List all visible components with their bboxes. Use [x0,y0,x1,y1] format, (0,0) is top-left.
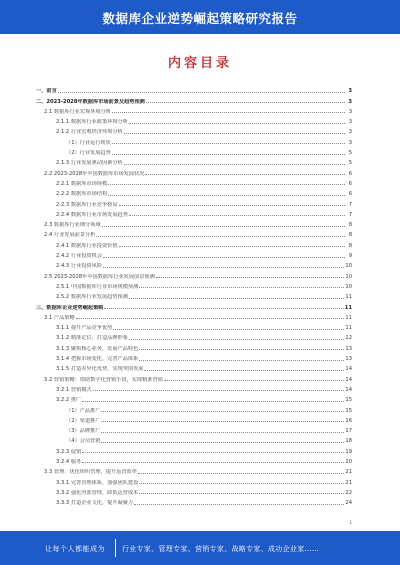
toc-leader-dots [101,421,344,422]
toc-entry-text: 2.5.2 数据库行业发展趋势预测 [56,294,128,301]
toc-leader-dots [101,442,344,443]
toc-entry-text: 3.3.1 完善管理体系，加强团队建设 [56,479,139,486]
toc-entry-text: 3.2.1 营销模式 [56,386,92,393]
toc-leader-dots [139,483,344,484]
toc-entry-text: 2.1.3 行业发展驱动因素分析 [56,160,123,167]
toc-entry-text: 3.2 营销策略：借助数字化营销手段，实现精准营销 [44,376,163,383]
toc-leader-dots [58,92,345,93]
toc-entry-text: 三、数据库企业逆势崛起策略 [36,304,104,311]
toc-entry[interactable] [36,177,352,187]
toc-entry[interactable] [36,238,352,248]
toc-leader-dots [103,257,345,258]
toc-entry-page: 15 [345,397,352,404]
toc-entry-page: 3 [348,88,352,95]
toc-entry-page: 10 [345,283,352,290]
toc-entry-page: 11 [345,314,352,321]
toc-entry[interactable] [36,372,352,382]
toc-entry-page: 11 [345,294,352,301]
table-of-contents [36,84,352,506]
toc-entry-page: 12 [345,335,352,342]
toc-entry-page: 3 [348,108,352,115]
toc-entry[interactable] [36,249,352,259]
toc-entry-page: 21 [345,479,352,486]
toc-entry[interactable] [36,280,352,290]
toc-entry[interactable] [36,362,352,372]
toc-entry-page: 8 [348,232,352,239]
footer-tagline: 行业专家、管理专家、营销专家、战略专家、成功企业家…… [122,545,320,553]
toc-leader-dots [139,287,344,288]
toc-entry-text: 2.3 数据库行业细分领域 [44,222,101,229]
toc-entry-page: 10 [345,263,352,270]
toc-leader-dots [144,370,344,371]
toc-entry[interactable] [36,105,352,115]
toc-entry[interactable] [36,166,352,176]
toc-entry-text: 3.1.4 把握市场变化，完善产品体系 [56,356,139,363]
toc-leader-dots [124,164,345,165]
toc-entry[interactable] [36,321,352,331]
toc-leader-dots [82,462,344,463]
toc-entry[interactable] [36,94,352,104]
toc-leader-dots [124,133,345,134]
toc-entry[interactable] [36,331,352,341]
toc-entry-page: 13 [345,345,352,352]
toc-entry-text: 二、2023-2028年数据库市场前景及趋势预测 [36,98,145,105]
toc-entry[interactable] [36,156,352,166]
toc-entry[interactable] [36,146,352,156]
toc-entry[interactable] [36,475,352,485]
toc-entry[interactable] [36,300,352,310]
report-footer-bar [0,531,400,565]
toc-entry[interactable] [36,465,352,475]
toc-leader-dots [156,277,345,278]
page-number: 1 [349,520,352,525]
toc-entry-text: 2.2.1 数据库市场规模 [56,180,108,187]
toc-entry-page: 15 [345,407,352,414]
toc-title: 内容目录 [167,56,232,71]
toc-entry-text: 3.2.3 促销 [56,448,82,455]
toc-entry-page: 8 [348,242,352,249]
toc-entry-text: 2.4 行业发展前景分析 [44,232,96,239]
toc-leader-dots [112,154,345,155]
toc-entry-text: 2.2 2023-2028年中国数据库市场发展状况 [44,170,145,177]
toc-entry-text: （4）会员营销 [66,438,101,445]
toc-entry-page: 18 [345,438,352,445]
report-header-bar [0,0,400,34]
toc-leader-dots [96,236,345,237]
toc-leader-dots [129,339,344,340]
toc-entry-page: 13 [345,356,352,363]
toc-entry-page: 3 [348,139,352,146]
toc-entry-text: 3.1.3 聚焦核心业务，发展产品特色 [56,345,139,352]
toc-leader-dots [139,360,344,361]
toc-entry-text: 2.5.1 中国数据库行业市场规模预测 [56,283,139,290]
toc-entry-text: 3.2.2 推广 [56,397,82,404]
toc-entry[interactable] [36,187,352,197]
toc-leader-dots [134,504,344,505]
toc-leader-dots [103,267,344,268]
toc-entry-page: 10 [345,273,352,280]
toc-leader-dots [76,318,345,319]
toc-entry-page: 3 [348,119,352,126]
toc-entry-page: 14 [345,366,352,373]
toc-leader-dots [139,493,344,494]
toc-entry[interactable] [36,135,352,145]
toc-entry-text: （2）行业发展趋势 [66,150,111,157]
toc-entry-text: 2.1.1 数据库行业政策环境分析 [56,119,128,126]
footer-slogan: 让每个人都能成为 [45,545,105,553]
toc-entry-text: 2.1.2 行业宏观经济环境分析 [56,129,123,136]
toc-entry-page: 8 [348,222,352,229]
toc-entry-page: 17 [345,428,352,435]
toc-entry-text: 2.2.4 数据库行业市场发展趋势 [56,211,128,218]
toc-leader-dots [164,380,345,381]
toc-entry-page: 14 [345,386,352,393]
toc-entry-text: 2.4.3 行业投资风险 [56,263,102,270]
toc-entry-text: 2.4.2 行业投资机会 [56,253,102,260]
toc-entry-page: 5 [348,150,352,157]
toc-entry-page: 9 [348,253,352,260]
toc-entry[interactable] [36,269,352,279]
toc-entry-text: 3.2.4 服务 [56,458,82,465]
toc-entry-text: 3.3.3 打造企业文化，提升凝聚力 [56,500,134,507]
toc-entry-text: 3.3 管理：优化组织管理，提升运营效率 [44,469,137,476]
toc-entry[interactable] [36,84,352,94]
toc-leader-dots [82,452,344,453]
toc-entry-page: 6 [348,191,352,198]
toc-entry-text: （2）渠道推广 [66,417,101,424]
toc-entry-page: 3 [348,129,352,136]
toc-leader-dots [102,226,345,227]
toc-leader-dots [113,329,344,330]
toc-entry-page: 3 [348,98,352,105]
toc-entry-page: 11 [344,304,352,311]
toc-entry[interactable] [36,424,352,434]
toc-entry-text: 一、前言 [36,88,57,95]
toc-entry[interactable] [36,311,352,321]
toc-entry-text: 2.4.1 数据库行业投资价值 [56,242,118,249]
toc-entry[interactable] [36,455,352,465]
toc-entry[interactable] [36,115,352,125]
toc-leader-dots [112,112,345,113]
toc-entry-page: 7 [348,201,352,208]
toc-entry-page: 7 [348,211,352,218]
toc-entry-text: 2.5 2023-2028年中国数据库行业发展前景预测 [44,273,155,280]
toc-leader-dots [119,246,345,247]
toc-entry[interactable] [36,352,352,362]
toc-entry-text: 2.2.3 数据库行业竞争格局 [56,201,118,208]
toc-entry-page: 19 [345,448,352,455]
toc-leader-dots [139,349,344,350]
toc-entry-text: 3.1.1 提升产品竞争优势 [56,325,113,332]
footer-divider [115,539,116,557]
toc-leader-dots [82,401,344,402]
toc-entry-text: 3.1.2 精准定位，打造品牌形象 [56,335,128,342]
toc-leader-dots [138,473,344,474]
toc-entry-text: 2.2.2 数据库市场结构 [56,191,108,198]
toc-leader-dots [129,123,345,124]
toc-entry[interactable] [36,290,352,300]
toc-entry-text: 3.1.5 打造差异化优势，实现突围发展 [56,366,144,373]
toc-entry-page: 24 [345,500,352,507]
toc-entry-text: （3）品牌推广 [66,428,101,435]
toc-entry[interactable] [36,444,352,454]
toc-entry-page: 16 [345,417,352,424]
toc-entry[interactable] [36,496,352,506]
toc-entry[interactable] [36,393,352,403]
toc-entry-text: （1）行业运行现状 [66,139,111,146]
toc-entry[interactable] [36,228,352,238]
toc-leader-dots [101,432,344,433]
toc-entry-page: 11 [345,325,352,332]
toc-leader-dots [104,308,343,309]
toc-entry-page: 14 [345,376,352,383]
toc-leader-dots [112,143,345,144]
toc-entry[interactable] [36,383,352,393]
toc-entry[interactable] [36,403,352,413]
toc-leader-dots [93,390,345,391]
toc-entry[interactable] [36,259,352,269]
toc-entry[interactable] [36,197,352,207]
toc-leader-dots [119,205,345,206]
toc-entry-page: 6 [348,170,352,177]
toc-entry[interactable] [36,414,352,424]
toc-entry[interactable] [36,434,352,444]
toc-entry[interactable] [36,486,352,496]
toc-entry[interactable] [36,125,352,135]
toc-leader-dots [101,411,344,412]
toc-leader-dots [146,102,345,103]
report-title: 数据库企业逆势崛起策略研究报告 [102,11,298,26]
toc-leader-dots [108,195,345,196]
toc-entry-page: 21 [345,469,352,476]
toc-entry-page: 5 [348,160,352,167]
toc-entry-text: 3.1 产品策略 [44,314,75,321]
toc-entry-page: 22 [345,489,352,496]
toc-entry-text: 3.3.2 强化内部管理，降低运营成本 [56,489,139,496]
toc-entry-page: 6 [348,180,352,187]
toc-leader-dots [145,174,345,175]
toc-entry[interactable] [36,218,352,228]
toc-entry-page: 20 [345,458,352,465]
toc-entry[interactable] [36,341,352,351]
toc-leader-dots [108,184,345,185]
toc-entry-text: （1）产品推广 [66,407,101,414]
toc-entry[interactable] [36,208,352,218]
toc-entry-text: 2.1 数据库行业宏观环境分析 [44,108,111,115]
toc-leader-dots [129,215,345,216]
toc-leader-dots [129,298,344,299]
